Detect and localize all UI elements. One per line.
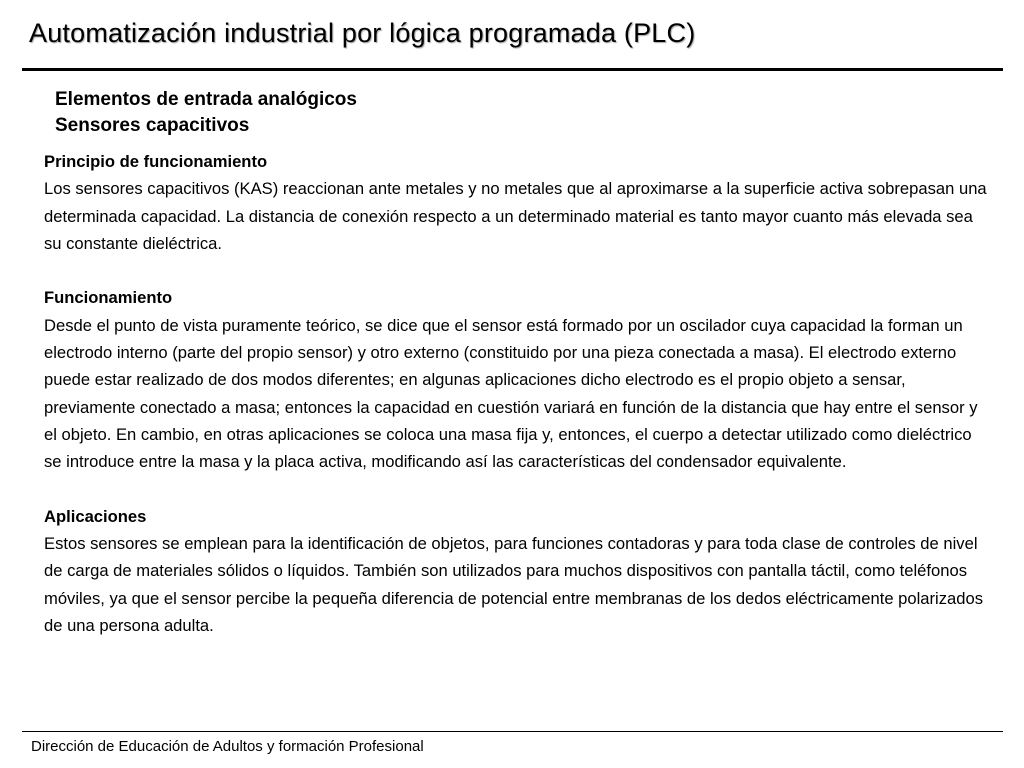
footer-text: Dirección de Educación de Adultos y formación Profesional	[31, 738, 424, 755]
slide-title: Automatización industrial por lógica programada (PLC)	[29, 18, 696, 48]
slide-content	[44, 148, 989, 639]
heading-topic: Elementos de entrada analógicos	[55, 89, 357, 110]
applications-text: Estos sensores se emplean para la identificación de objetos, para funciones contadoras y para toda clase de controles de nivel de carga de materiales sólidos o líquidos. También son utilizados para muchos dispositivos con pantalla táctil, como teléfonos móviles, ya que el sensor percibe la pequeña diferencia de potencial entre membranas de los dedos eléctricamente polarizados de una persona adulta.	[44, 534, 984, 636]
applications-block	[44, 503, 989, 639]
principle-text: Los sensores capacitivos (KAS) reaccionan ante metales y no metales que al aproximarse a la superficie activa sobrepasan una determinada capacidad. La distancia de conexión respecto a un determinado material es tanto mayor cuanto más elevada sea su constante dieléctrica.	[44, 179, 987, 253]
section-heading	[55, 87, 357, 139]
principle-heading: Principio de funcionamiento	[44, 152, 268, 171]
operation-block	[44, 284, 989, 475]
footer-divider	[22, 731, 1003, 732]
operation-heading: Funcionamiento	[44, 288, 173, 308]
title-divider	[22, 68, 1003, 71]
principle-block	[44, 148, 989, 257]
heading-subtopic: Sensores capacitivos	[55, 115, 250, 136]
operation-text: Desde el punto de vista puramente teórico, se dice que el sensor está formado por un oscilador cuya capacidad la forman un electrodo interno (parte del propio sensor) y otro externo (constituido por una pieza conectada a masa). El electrodo externo puede estar realizado de dos modos diferentes; en algunas aplicaciones dicho electrodo es el propio objeto a sensar, previamente conectado a masa; entonces la capacidad en cuestión variará en función de la distancia que hay entre el sensor y el objeto. En cambio, en otras aplicaciones se coloca una masa fija y, entonces, el cuerpo a detectar utilizado como dieléctrico se introduce entre la masa y la placa activa, modificando así las características del condensador equivalente.	[44, 315, 978, 472]
applications-heading: Aplicaciones	[44, 506, 147, 526]
